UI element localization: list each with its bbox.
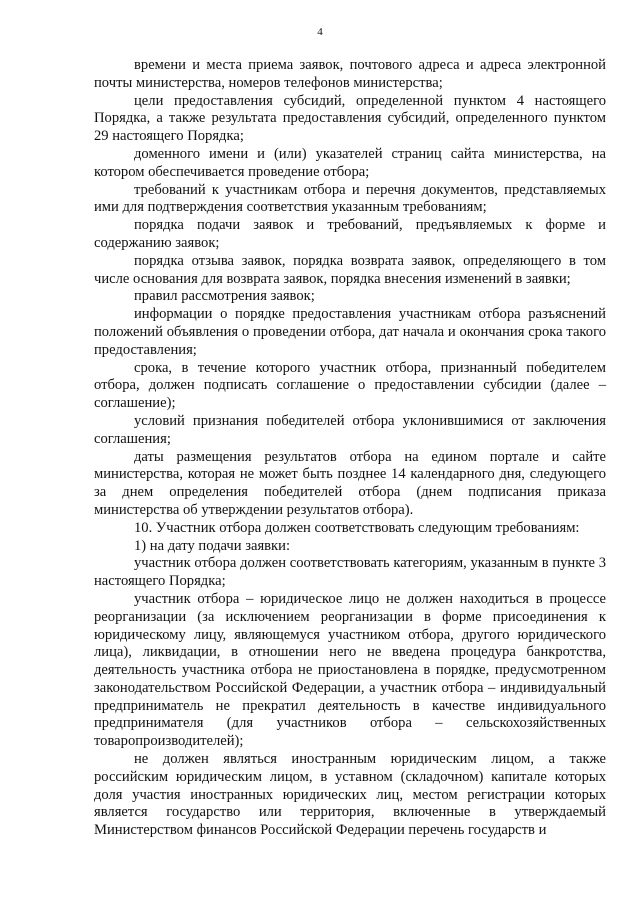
subsection-paragraph: 1) на дату подачи заявки: <box>134 537 290 554</box>
paragraph: участник отбора должен соответствовать категориям, указанным в пункте 3 настоящего Порядка; <box>94 555 606 590</box>
paragraph: участник отбора – юридическое лицо не должен находиться в процессе реорганизации (за исключением реорганизации в форме присоединения к юридическому лицу, являющемуся участником отбора, другого юридического лица), ликвидации, в отношении него не введена процедура банкротства, деятельность участника отбора не приостановлена в порядке, предусмотренном законодательством Российской Федерации, а участник отбора – индивидуальный предприниматель не прекратил деятельность в качестве индивидуального предпринимателя (для участников отбора – сельскохозяйственных товаропроизводителей); <box>94 590 606 750</box>
paragraph: доменного имени и (или) указателей страниц сайта министерства, на котором обеспечивается проведение отбора; <box>94 145 606 180</box>
paragraph: не должен являться иностранным юридическим лицом, а также российским юридическим лицом, в уставном (складочном) капитале которых доля участия иностранных юридических лиц, местом регистрации которых является государство или территория, включенные в утверждаемый Министерством финансов Российской Федерации перечень государств и <box>94 751 606 839</box>
page-number: 4 <box>317 26 323 38</box>
paragraph: цели предоставления субсидий, определенной пунктом 4 настоящего Порядка, а также результата предоставления субсидий, определенного пунктом 29 настоящего Порядка; <box>94 92 606 145</box>
paragraph: правил рассмотрения заявок; <box>134 288 315 305</box>
paragraph: срока, в течение которого участник отбора, признанный победителем отбора, должен подписать соглашение о предоставлении субсидии (далее – соглашение); <box>94 359 606 412</box>
paragraph: порядка отзыва заявок, порядка возврата заявок, определяющего в том числе основания для возврата заявок, порядка внесения изменений в заявки; <box>94 252 606 287</box>
paragraph: условий признания победителей отбора уклонившимися от заключения соглашения; <box>94 412 606 447</box>
paragraph: порядка подачи заявок и требований, предъявляемых к форме и содержанию заявок; <box>94 217 606 251</box>
paragraph: даты размещения результатов отбора на едином портале и сайте министерства, которая не может быть позднее 14 календарного дня, следующего за днем определения победителей отбора (днем подписания приказа министерства об утверждении результатов отбора). <box>94 448 606 518</box>
section-heading-paragraph: 10. Участник отбора должен соответствовать следующим требованиям: <box>134 519 580 536</box>
paragraph: информации о порядке предоставления участникам отбора разъяснений положений объявления о проведении отбора, дат начала и окончания срока такого предоставления; <box>94 306 606 358</box>
paragraph: времени и места приема заявок, почтового адреса и адреса электронной почты министерства, номеров телефонов министерства; <box>94 57 606 91</box>
paragraph: требований к участникам отбора и перечня документов, представляемых ими для подтверждения соответствия указанным требованиям; <box>94 181 606 216</box>
document-body <box>94 57 606 840</box>
